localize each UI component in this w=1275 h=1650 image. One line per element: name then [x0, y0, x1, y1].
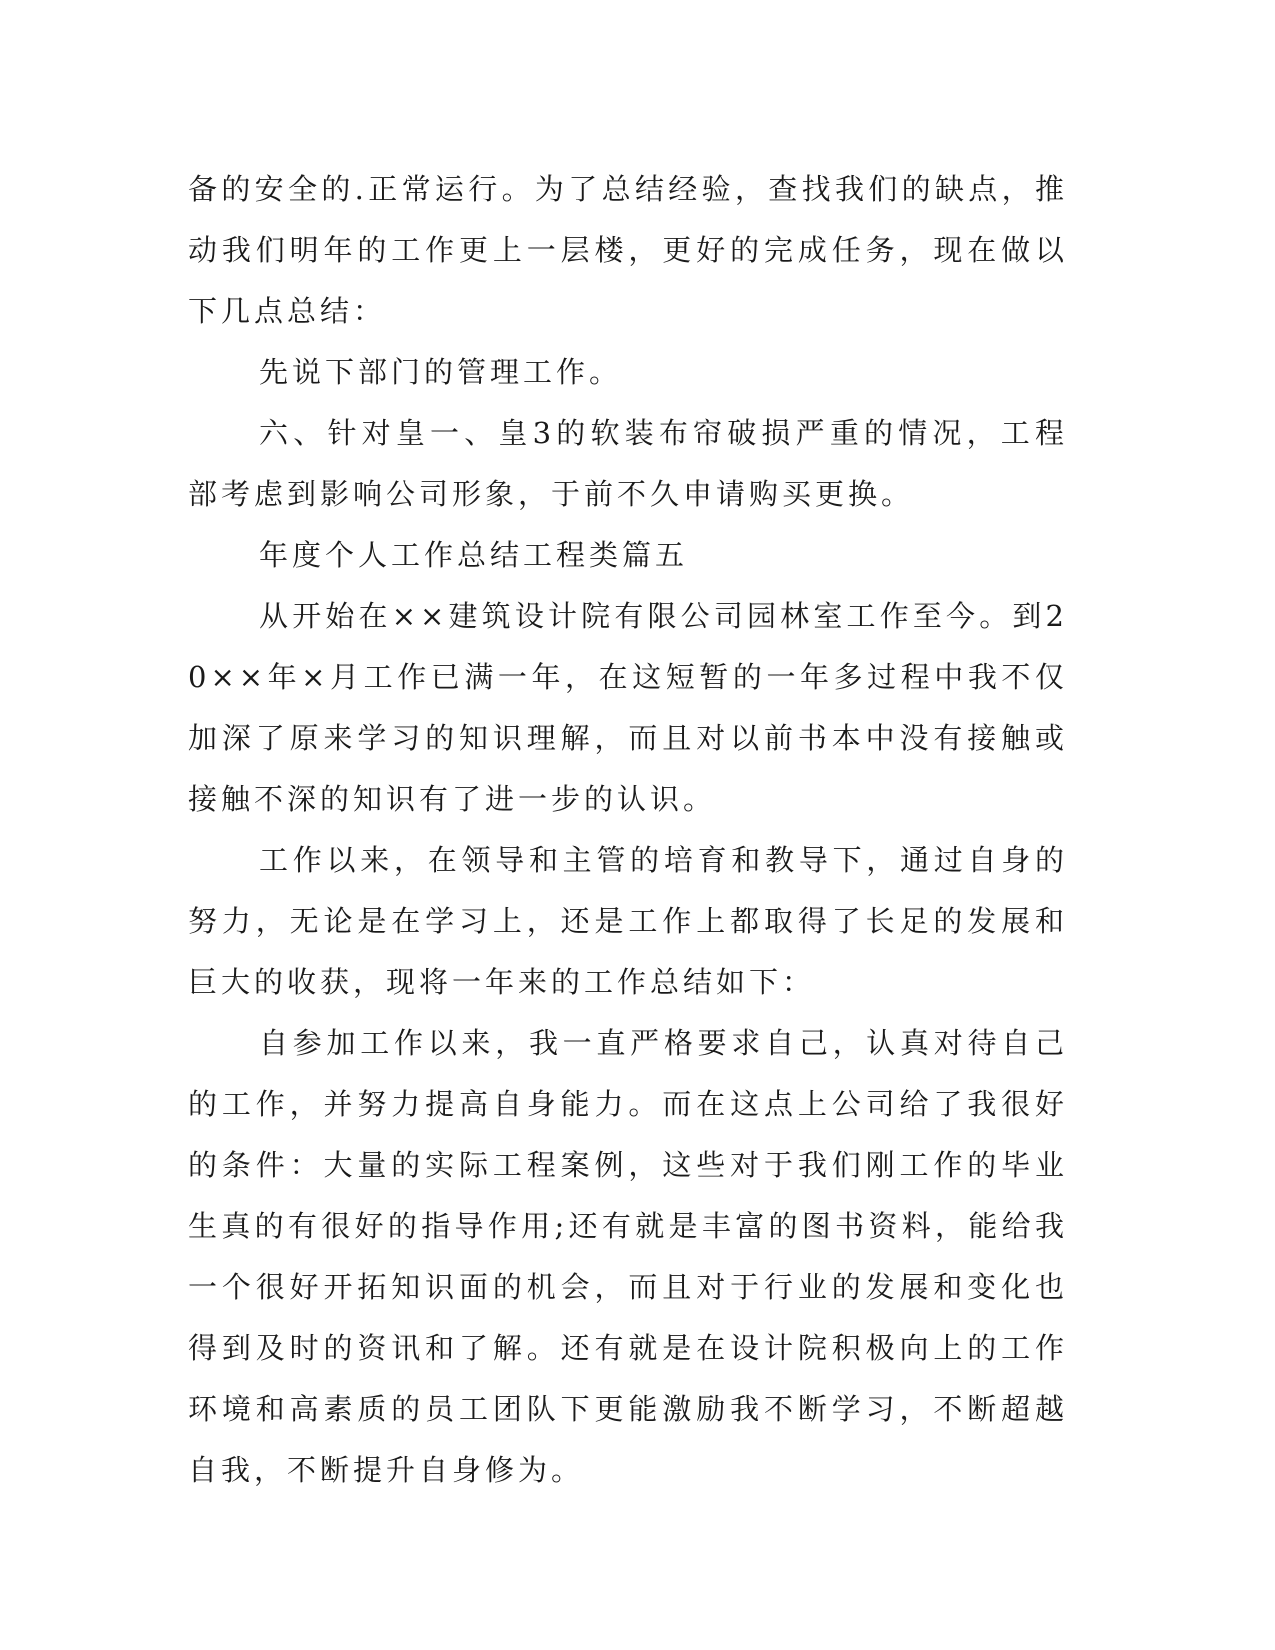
paragraph-work-since: 工作以来，在领导和主管的培育和教导下，通过自身的努力，无论是在学习上，还是工作上都取得了长足的发展和巨大的收获，现将一年来的工作总结如下： [188, 843, 1068, 999]
paragraph-continuation: 备的安全的.正常运行。为了总结经验，查找我们的缺点，推动我们明年的工作更上一层楼，更好的完成任务，现在做以下几点总结： [188, 172, 1068, 328]
section-heading: 年度个人工作总结工程类篇五 [259, 538, 689, 572]
paragraph-department-management: 先说下部门的管理工作。 [259, 355, 623, 389]
paragraph-intro: 从开始在××建筑设计院有限公司园林室工作至今。到20××年×月工作已满一年，在这短暂的一年多过程中我不仅加深了原来学习的知识理解，而且对以前书本中没有接触或接触不深的知识有了进一步的认识。 [188, 599, 1068, 816]
paragraph-curtain-replacement: 六、针对皇一、皇3的软装布帘破损严重的情况，工程部考虑到影响公司形象，于前不久申请购买更换。 [188, 416, 1068, 511]
document-body [188, 159, 1068, 1501]
paragraph-self-requirement: 自参加工作以来，我一直严格要求自己，认真对待自己的工作，并努力提高自身能力。而在这点上公司给了我很好的条件：大量的实际工程案例，这些对于我们刚工作的毕业生真的有很好的指导作用;还有就是丰富的图书资料，能给我一个很好开拓知识面的机会，而且对于行业的发展和变化也得到及时的资讯和了解。还有就是在设计院积极向上的工作环境和高素质的员工团队下更能激励我不断学习，不断超越自我，不断提升自身修为。 [188, 1026, 1068, 1487]
